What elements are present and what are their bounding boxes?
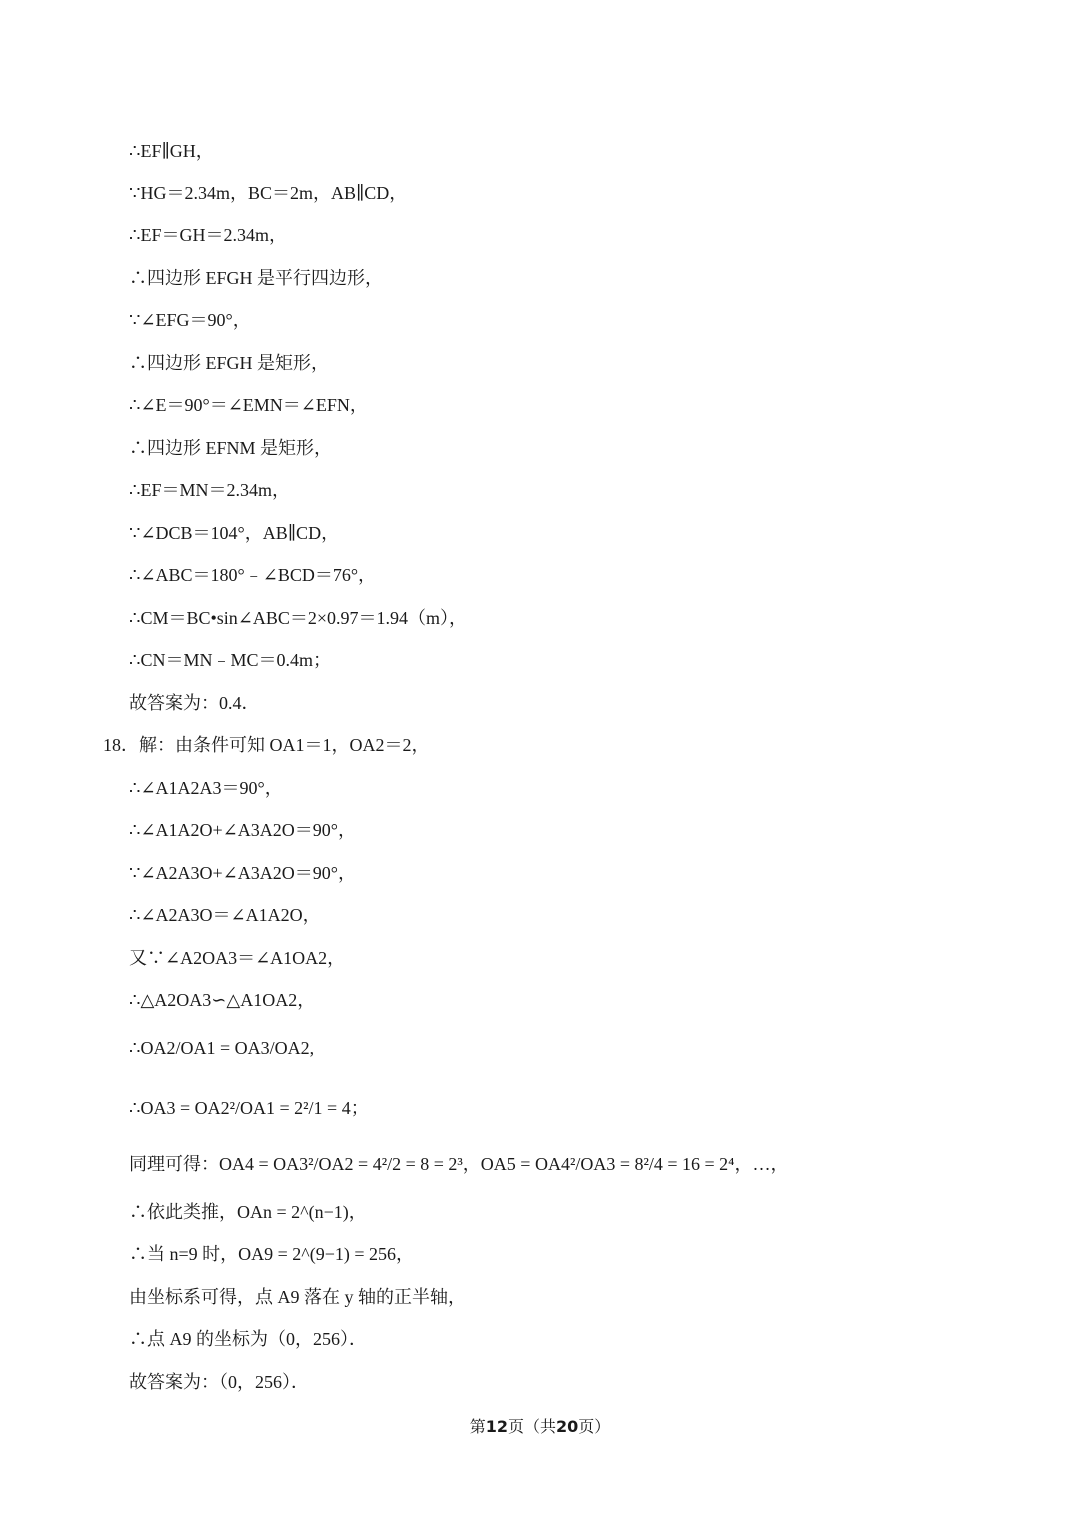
solution-line-12: ∴CM＝BC•sin∠ABC＝2×0.97＝1.94（m）， [129,608,468,628]
solution-line-4: ∴四边形 EFGH 是平行四边形， [129,268,384,288]
solution-line-25: ∴依此类推，OAn = 2^(n−1)， [129,1202,367,1222]
solution-line-17: ∴∠A1A2O+∠A3A2O＝90°， [129,820,356,840]
fraction-line-22: ∴OA2/OA1 = OA3/OA2, [129,1038,315,1058]
solution-line-10: ∵∠DCB＝104°，AB∥CD， [129,523,340,543]
fraction-line-23: ∴OA3 = OA2²/OA1 = 2²/1 = 4； [129,1098,369,1118]
solution-line-18: ∵∠A2A3O+∠A3A2O＝90°， [129,863,356,883]
solution-line-26: ∴当 n=9 时，OA9 = 2^(9−1) = 256， [129,1244,415,1264]
solution-line-6: ∴四边形 EFGH 是矩形， [129,353,330,373]
fraction-line-24: 同理可得：OA4 = OA3²/OA2 = 4²/2 = 8 = 2³，OA5 = OA4²/OA3 = 8²/4 = 16 = 2⁴，…， [129,1154,789,1174]
solution-line-16: ∴∠A1A2A3＝90°， [129,778,283,798]
solution-line-13: ∴CN＝MN﹣MC＝0.4m； [129,650,331,670]
solution-line-21: ∴△A2OA3∽△A1OA2， [129,990,316,1010]
solution-line-3: ∴EF＝GH＝2.34m， [129,225,287,245]
answer-line-18: 故答案为：（0，256）． [129,1372,309,1392]
solution-line-9: ∴EF＝MN＝2.34m， [129,480,290,500]
solution-line-19: ∴∠A2A3O＝∠A1A2O， [129,905,321,925]
solution-line-1: ∴EF∥GH， [129,141,214,161]
total-page-count: 20 [556,1417,579,1436]
question-18-start: 18．解：由条件可知 OA1＝1，OA2＝2， [103,735,430,755]
answer-line-17: 故答案为：0.4． [129,693,260,713]
solution-line-28: ∴点 A9 的坐标为（0，256）． [129,1329,367,1349]
solution-line-11: ∴∠ABC＝180°﹣∠BCD＝76°， [129,565,377,585]
page-footer: 第12页（共20页） [469,1417,611,1436]
solution-line-2: ∵HG＝2.34m，BC＝2m，AB∥CD， [129,183,408,203]
solution-line-7: ∴∠E＝90°＝∠EMN＝∠EFN， [129,395,368,415]
solution-line-27: 由坐标系可得，点 A9 落在 y 轴的正半轴， [129,1287,466,1307]
current-page-number: 12 [485,1417,508,1436]
solution-line-5: ∵∠EFG＝90°， [129,310,251,330]
solution-line-8: ∴四边形 EFNM 是矩形， [129,438,333,458]
solution-line-20: 又∵∠A2OA3＝∠A1OA2， [129,948,346,968]
